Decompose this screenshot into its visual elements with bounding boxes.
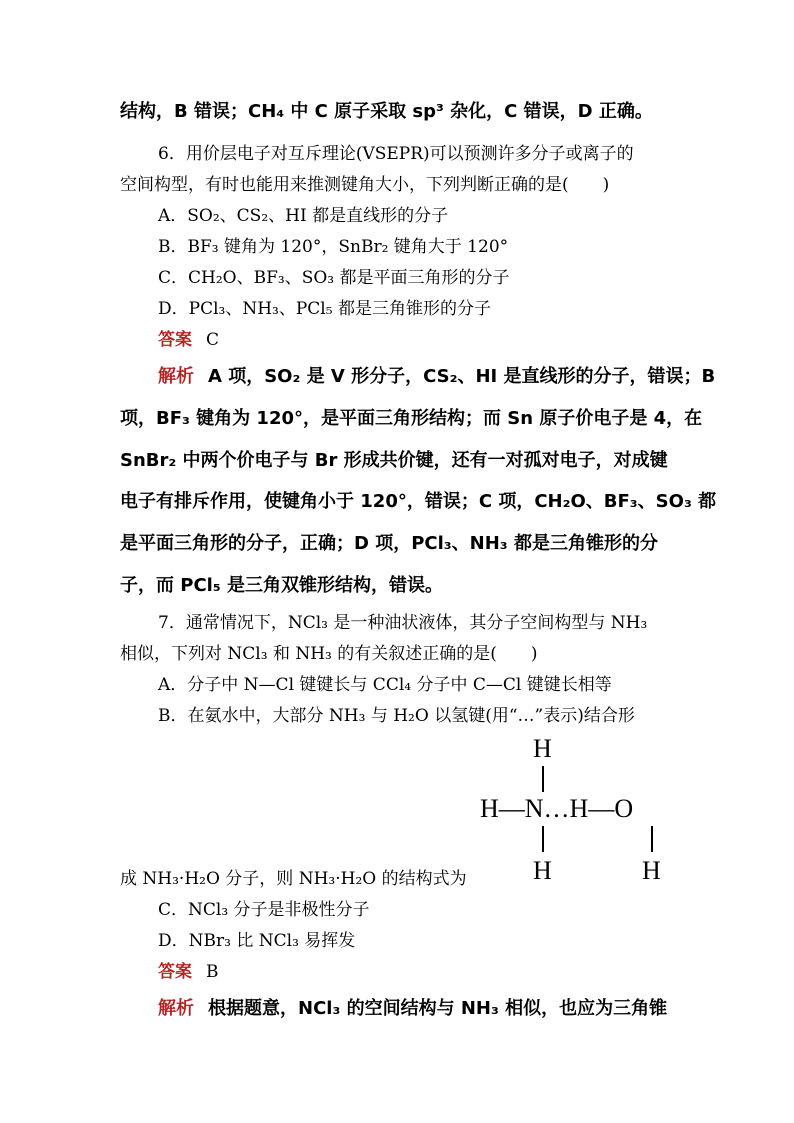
explanation-7-line-1	[158, 998, 667, 1020]
question-7-line-1: 7．通常情况下，NCl₃ 是一种油状液体，其分子空间构型与 NH₃	[158, 613, 648, 633]
explanation-6-line-1	[158, 366, 715, 388]
question-6-option-a: A．SO₂、CS₂、HI 都是直线形的分子	[158, 206, 449, 226]
answer-label: 答案	[158, 962, 192, 982]
question-7-line-2: 相似，下列对 NCl₃ 和 NH₃ 的有关叙述正确的是( )	[120, 644, 538, 664]
formula-bond-vertical-left	[542, 826, 544, 852]
formula-bond-vertical-right	[651, 826, 653, 852]
formula-bottom-left-h: H	[533, 856, 552, 885]
answer-value: C	[206, 330, 220, 350]
explanation-text: A 项，SO₂ 是 V 形分子，CS₂、HI 是直线形的分子，错误；B	[208, 366, 716, 387]
answer-6	[158, 329, 219, 351]
formula-main-row: H—N…H—O	[480, 794, 634, 823]
question-7-option-b-line-2: 成 NH₃·H₂O 分子，则 NH₃·H₂O 的结构式为	[120, 869, 467, 889]
question-6-option-d: D．PCl₃、NH₃、PCl₅ 都是三角锥形的分子	[158, 299, 491, 319]
explanation-6-line-2: 项，BF₃ 键角为 120°，是平面三角形结构；而 Sn 原子价电子是 4，在	[120, 408, 703, 429]
explanation-label: 解析	[158, 998, 194, 1019]
formula-top-h: H	[533, 734, 552, 763]
answer-7	[158, 961, 219, 983]
explanation-6-line-4: 电子有排斥作用，使键角小于 120°，错误；C 项，CH₂O、BF₃、SO₃ 都	[120, 491, 717, 512]
explanation-label: 解析	[158, 366, 194, 387]
explanation-6-line-5: 是平面三角形的分子，正确；D 项，PCl₃、NH₃ 都是三角锥形的分	[120, 533, 658, 554]
explanation-6-line-6: 子，而 PCl₅ 是三角双锥形结构，错误。	[120, 575, 443, 596]
answer-label: 答案	[158, 330, 192, 350]
question-6-option-b: B．BF₃ 键角为 120°，SnBr₂ 键角大于 120°	[158, 237, 509, 257]
question-7-option-d: D．NBr₃ 比 NCl₃ 易挥发	[158, 931, 356, 951]
question-7-option-b-line-1: B．在氨水中，大部分 NH₃ 与 H₂O 以氢键(用“…”表示)结合形	[158, 706, 635, 726]
question-6-line-1: 6．用价层电子对互斥理论(VSEPR)可以预测许多分子或离子的	[158, 144, 634, 164]
question-7-option-c: C．NCl₃ 分子是非极性分子	[158, 900, 370, 920]
formula-bond-vertical-top	[542, 766, 544, 792]
explanation-text: 根据题意，NCl₃ 的空间结构与 NH₃ 相似，也应为三角锥	[208, 998, 668, 1019]
explanation-6-line-3: SnBr₂ 中两个价电子与 Br 形成共价键，还有一对孤对电子，对成键	[120, 450, 668, 471]
line-continuation: 结构，B 错误；CH₄ 中 C 原子采取 sp³ 杂化，C 错误，D 正确。	[120, 101, 653, 122]
question-7-option-a: A．分子中 N—Cl 键键长与 CCl₄ 分子中 C—Cl 键键长相等	[158, 675, 612, 695]
answer-value: B	[206, 962, 219, 982]
formula-bottom-right-h: H	[642, 856, 661, 885]
question-6-line-2: 空间构型，有时也能用来推测键角大小，下列判断正确的是( )	[120, 175, 610, 195]
question-6-option-c: C．CH₂O、BF₃、SO₃ 都是平面三角形的分子	[158, 268, 510, 288]
